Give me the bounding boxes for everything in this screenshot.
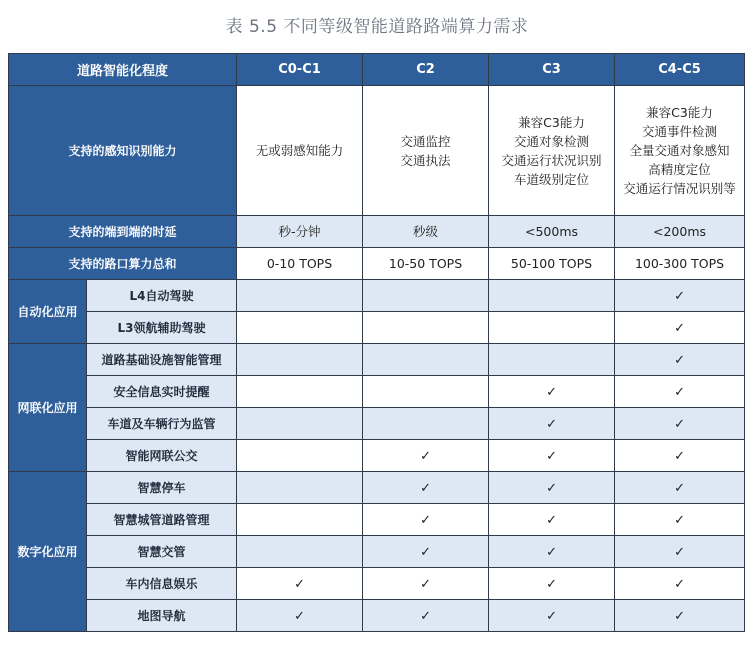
check-mark-icon: ✓ bbox=[546, 384, 557, 400]
application-row bbox=[9, 568, 745, 600]
empty-cell bbox=[237, 344, 363, 376]
check-mark-icon: ✓ bbox=[420, 512, 431, 528]
application-label: L4自动驾驶 bbox=[87, 280, 237, 312]
check-mark-icon: ✓ bbox=[546, 448, 557, 464]
application-row bbox=[9, 280, 745, 312]
check-mark-icon: ✓ bbox=[546, 544, 557, 560]
check-cell bbox=[489, 408, 615, 440]
perception-row bbox=[9, 86, 745, 216]
level-c0-c1: C0-C1 bbox=[237, 54, 363, 86]
check-cell bbox=[363, 504, 489, 536]
empty-cell bbox=[237, 440, 363, 472]
latency-row bbox=[9, 216, 745, 248]
application-label: 智慧停车 bbox=[87, 472, 237, 504]
check-cell bbox=[615, 536, 745, 568]
perception-c4-c5 bbox=[615, 86, 745, 216]
compute-requirements-table bbox=[8, 53, 745, 632]
level-label: 道路智能化程度 bbox=[9, 54, 237, 86]
compute-c4-c5: 100-300 TOPS bbox=[615, 248, 745, 280]
group-label: 自动化应用 bbox=[9, 280, 87, 344]
perception-line: 交通事件检测 bbox=[642, 124, 718, 139]
application-row bbox=[9, 472, 745, 504]
perception-c2 bbox=[363, 86, 489, 216]
check-cell bbox=[237, 600, 363, 632]
empty-cell bbox=[363, 344, 489, 376]
application-row bbox=[9, 312, 745, 344]
check-cell bbox=[237, 568, 363, 600]
empty-cell bbox=[363, 408, 489, 440]
check-cell bbox=[363, 440, 489, 472]
check-cell bbox=[615, 504, 745, 536]
check-cell bbox=[615, 472, 745, 504]
perception-line: 全量交通对象感知 bbox=[629, 143, 730, 158]
application-row bbox=[9, 408, 745, 440]
perception-line: 交通运行状况识别 bbox=[501, 152, 602, 168]
check-cell bbox=[489, 440, 615, 472]
empty-cell bbox=[363, 376, 489, 408]
group-label: 网联化应用 bbox=[9, 344, 87, 472]
check-cell bbox=[615, 312, 745, 344]
check-mark-icon: ✓ bbox=[420, 448, 431, 464]
perception-line: 高精度定位 bbox=[648, 162, 711, 177]
check-cell bbox=[489, 536, 615, 568]
check-cell bbox=[615, 568, 745, 600]
check-cell bbox=[615, 600, 745, 632]
empty-cell bbox=[489, 312, 615, 344]
check-cell bbox=[363, 568, 489, 600]
check-cell bbox=[615, 376, 745, 408]
application-row bbox=[9, 376, 745, 408]
check-mark-icon: ✓ bbox=[546, 416, 557, 432]
check-cell bbox=[489, 600, 615, 632]
check-mark-icon: ✓ bbox=[674, 320, 685, 336]
check-cell bbox=[489, 472, 615, 504]
perception-line: 兼容C3能力 bbox=[646, 105, 713, 120]
check-mark-icon: ✓ bbox=[294, 576, 305, 592]
check-mark-icon: ✓ bbox=[420, 480, 431, 496]
application-label: 车道及车辆行为监管 bbox=[87, 408, 237, 440]
level-c4-c5: C4-C5 bbox=[615, 54, 745, 86]
application-row bbox=[9, 600, 745, 632]
check-mark-icon: ✓ bbox=[420, 608, 431, 624]
perception-c3 bbox=[489, 86, 615, 216]
check-mark-icon: ✓ bbox=[420, 544, 431, 560]
compute-c2: 10-50 TOPS bbox=[363, 248, 489, 280]
check-mark-icon: ✓ bbox=[294, 608, 305, 624]
compute-c3: 50-100 TOPS bbox=[489, 248, 615, 280]
check-mark-icon: ✓ bbox=[674, 576, 685, 592]
application-label: 安全信息实时提醒 bbox=[87, 376, 237, 408]
empty-cell bbox=[489, 344, 615, 376]
empty-cell bbox=[237, 376, 363, 408]
perception-line: 交通执法 bbox=[400, 152, 451, 168]
check-mark-icon: ✓ bbox=[674, 512, 685, 528]
perception-line: 车道级别定位 bbox=[514, 171, 590, 187]
check-mark-icon: ✓ bbox=[546, 576, 557, 592]
check-cell bbox=[615, 440, 745, 472]
application-label: 智慧城管道路管理 bbox=[87, 504, 237, 536]
empty-cell bbox=[489, 280, 615, 312]
latency-c3: <500ms bbox=[489, 216, 615, 248]
latency-label: 支持的端到端的时延 bbox=[9, 216, 237, 248]
perception-line: 交通对象检测 bbox=[514, 133, 590, 149]
compute-label: 支持的路口算力总和 bbox=[9, 248, 237, 280]
empty-cell bbox=[237, 504, 363, 536]
group-label: 数字化应用 bbox=[9, 472, 87, 632]
check-cell bbox=[363, 472, 489, 504]
empty-cell bbox=[363, 312, 489, 344]
check-mark-icon: ✓ bbox=[674, 416, 685, 432]
table-caption: 表 5.5 不同等级智能道路路端算力需求 bbox=[225, 17, 529, 37]
application-row bbox=[9, 504, 745, 536]
perception-line: 交通监控 bbox=[400, 133, 451, 149]
check-cell bbox=[363, 600, 489, 632]
check-cell bbox=[489, 376, 615, 408]
empty-cell bbox=[363, 280, 489, 312]
perception-c0-c1 bbox=[237, 86, 363, 216]
check-mark-icon: ✓ bbox=[674, 480, 685, 496]
check-mark-icon: ✓ bbox=[546, 512, 557, 528]
latency-c4-c5: <200ms bbox=[615, 216, 745, 248]
application-label: 智能网联公交 bbox=[87, 440, 237, 472]
check-mark-icon: ✓ bbox=[420, 576, 431, 592]
level-c3: C3 bbox=[489, 54, 615, 86]
application-label: 地图导航 bbox=[87, 600, 237, 632]
level-c2: C2 bbox=[363, 54, 489, 86]
application-row bbox=[9, 536, 745, 568]
check-mark-icon: ✓ bbox=[674, 288, 685, 304]
perception-line: 无或弱感知能力 bbox=[255, 143, 344, 158]
check-mark-icon: ✓ bbox=[674, 352, 685, 368]
application-row bbox=[9, 440, 745, 472]
perception-label: 支持的感知识别能力 bbox=[9, 86, 237, 216]
check-mark-icon: ✓ bbox=[674, 608, 685, 624]
perception-line: 交通运行情况识别等 bbox=[623, 181, 736, 196]
check-cell bbox=[363, 536, 489, 568]
application-label: 道路基础设施智能管理 bbox=[87, 344, 237, 376]
application-label: 车内信息娱乐 bbox=[87, 568, 237, 600]
application-label: L3领航辅助驾驶 bbox=[87, 312, 237, 344]
perception-line: 兼容C3能力 bbox=[518, 114, 585, 130]
check-cell bbox=[489, 568, 615, 600]
check-cell bbox=[489, 504, 615, 536]
check-cell bbox=[615, 344, 745, 376]
compute-row bbox=[9, 248, 745, 280]
check-mark-icon: ✓ bbox=[674, 384, 685, 400]
check-cell bbox=[615, 408, 745, 440]
check-mark-icon: ✓ bbox=[546, 480, 557, 496]
check-cell bbox=[615, 280, 745, 312]
application-row bbox=[9, 344, 745, 376]
check-mark-icon: ✓ bbox=[674, 544, 685, 560]
empty-cell bbox=[237, 536, 363, 568]
empty-cell bbox=[237, 472, 363, 504]
empty-cell bbox=[237, 280, 363, 312]
latency-c2: 秒级 bbox=[363, 216, 489, 248]
check-mark-icon: ✓ bbox=[674, 448, 685, 464]
application-label: 智慧交管 bbox=[87, 536, 237, 568]
latency-c0-c1: 秒-分钟 bbox=[237, 216, 363, 248]
empty-cell bbox=[237, 408, 363, 440]
compute-c0-c1: 0-10 TOPS bbox=[237, 248, 363, 280]
empty-cell bbox=[237, 312, 363, 344]
check-mark-icon: ✓ bbox=[546, 608, 557, 624]
header-row bbox=[9, 54, 745, 86]
